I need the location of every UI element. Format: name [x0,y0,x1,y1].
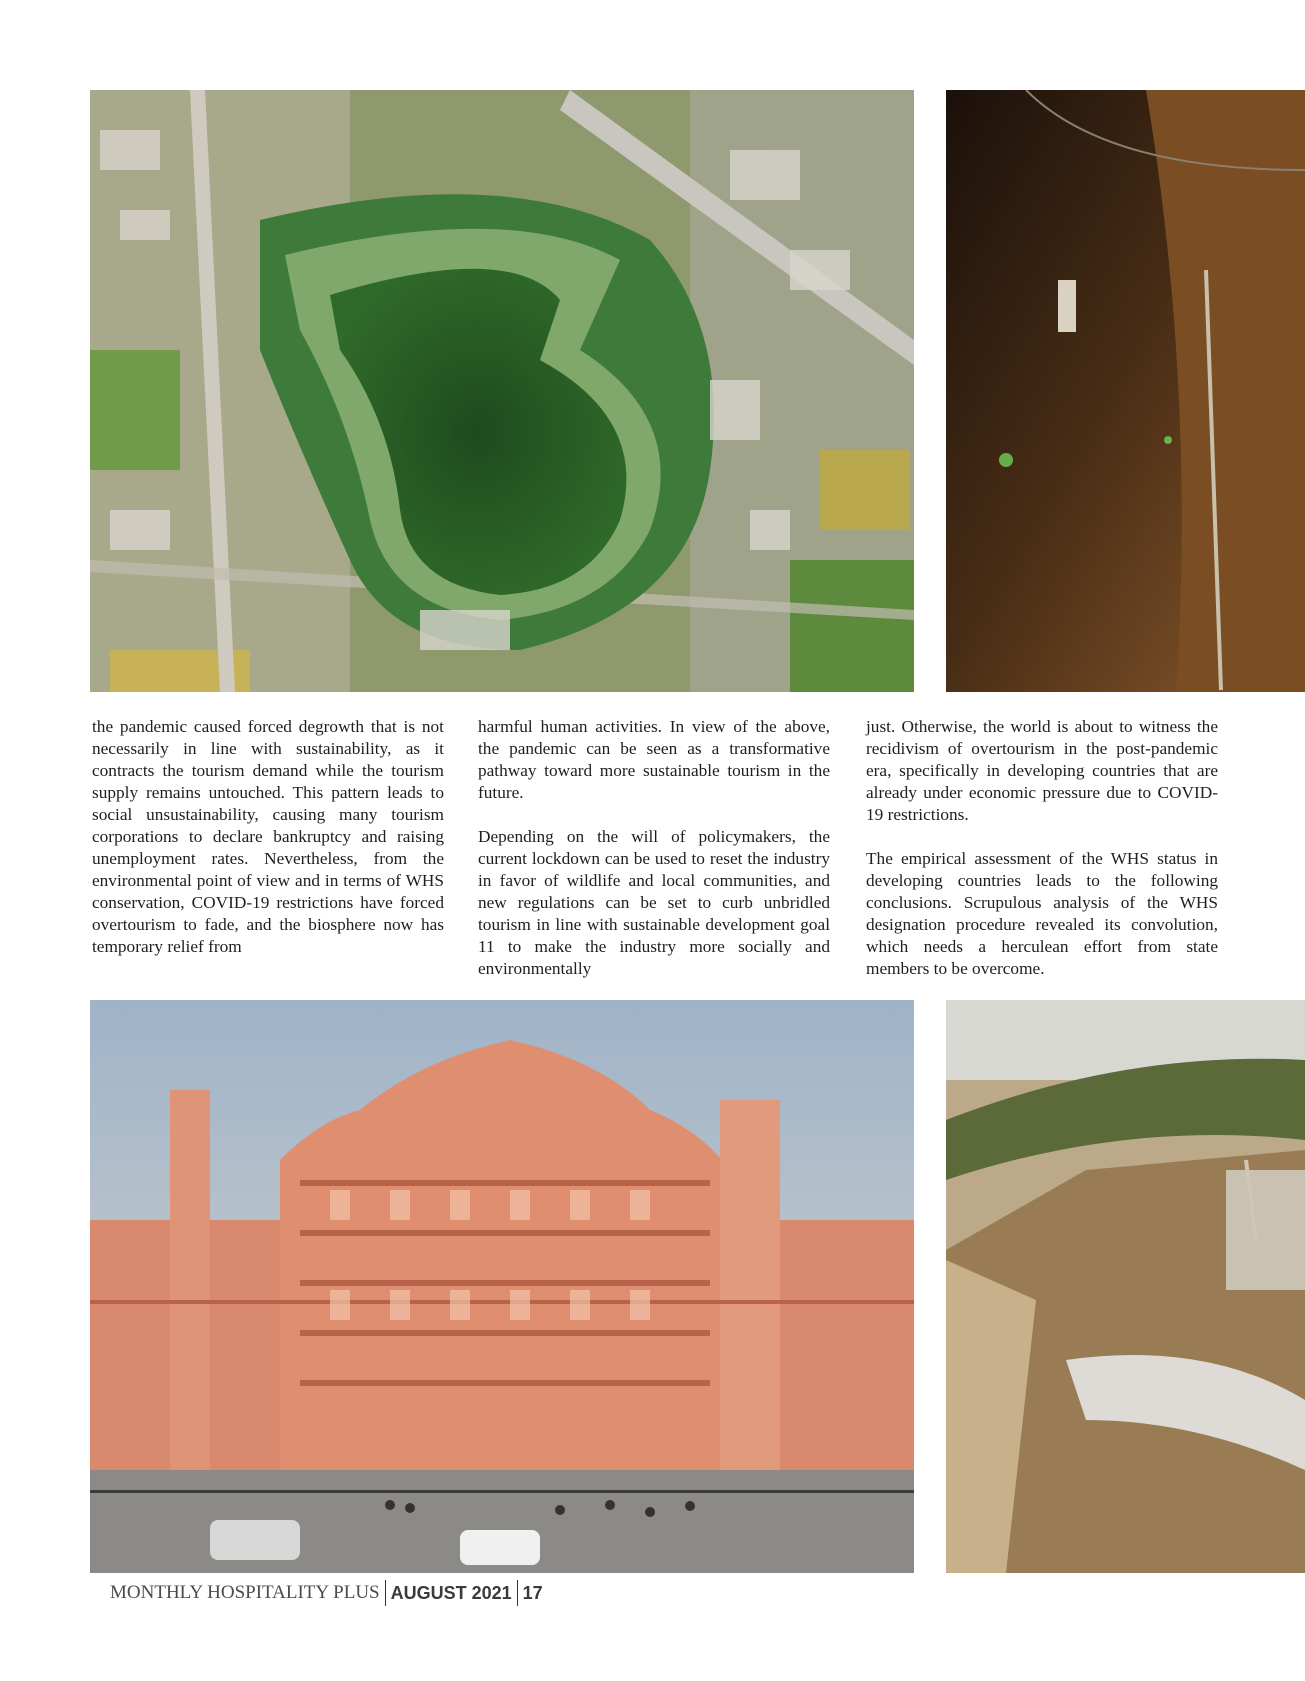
issue-date: AUGUST 2021 [390,1582,512,1603]
excavation-site-photo [946,1000,1305,1573]
paragraph: Depending on the will of policymakers, the current lockdown can be used to reset the industry in favor of wildlife and local communities, and new regulations can be set to curb unbridled tourism in line with sustainable development goal 11 to make the industry more socially and environmentally [478,827,830,978]
tunnel-excavation-photo [946,90,1305,692]
paragraph: just. Otherwise, the world is about to witness the recidivism of overtourism in the post-pandemic era, specifically in developing countries that are already under economic pressure due to COVID-19 restrictions. [866,717,1218,824]
paragraph: harmful human activities. In view of the above, the pandemic can be seen as a transformative pathway toward more sustainable tourism in the future. [478,717,830,802]
text-column-1 [92,716,444,958]
text-column-3 [866,716,1218,980]
paragraph: the pandemic caused forced degrowth that is not necessarily in line with sustainability, as it contracts the tourism demand while the tourism supply remains untouched. This pattern leads to social unsustainability, causing many tourism corporations to declare bankruptcy and raising unemployment rates. Nevertheless, from the environmental point of view and in terms of WHS conservation, COVID-19 restrictions have forced overtourism to fade, and the biosphere now has temporary relief from [92,717,444,956]
aerial-tomb-photo [90,90,914,692]
hawa-mahal-photo [90,1000,914,1573]
magazine-name: MONTHLY HOSPITALITY PLUS [110,1582,380,1603]
paragraph: The empirical assessment of the WHS status in developing countries leads to the following conclusions. Scrupulous analysis of the WHS designation procedure revealed its convolution, which needs a herculean effort from state members to be overcome. [866,849,1218,978]
text-column-2 [478,716,830,980]
footer-divider [385,1580,386,1606]
page-footer [110,1578,543,1608]
page-number: 17 [522,1582,543,1603]
footer-divider [517,1580,518,1606]
